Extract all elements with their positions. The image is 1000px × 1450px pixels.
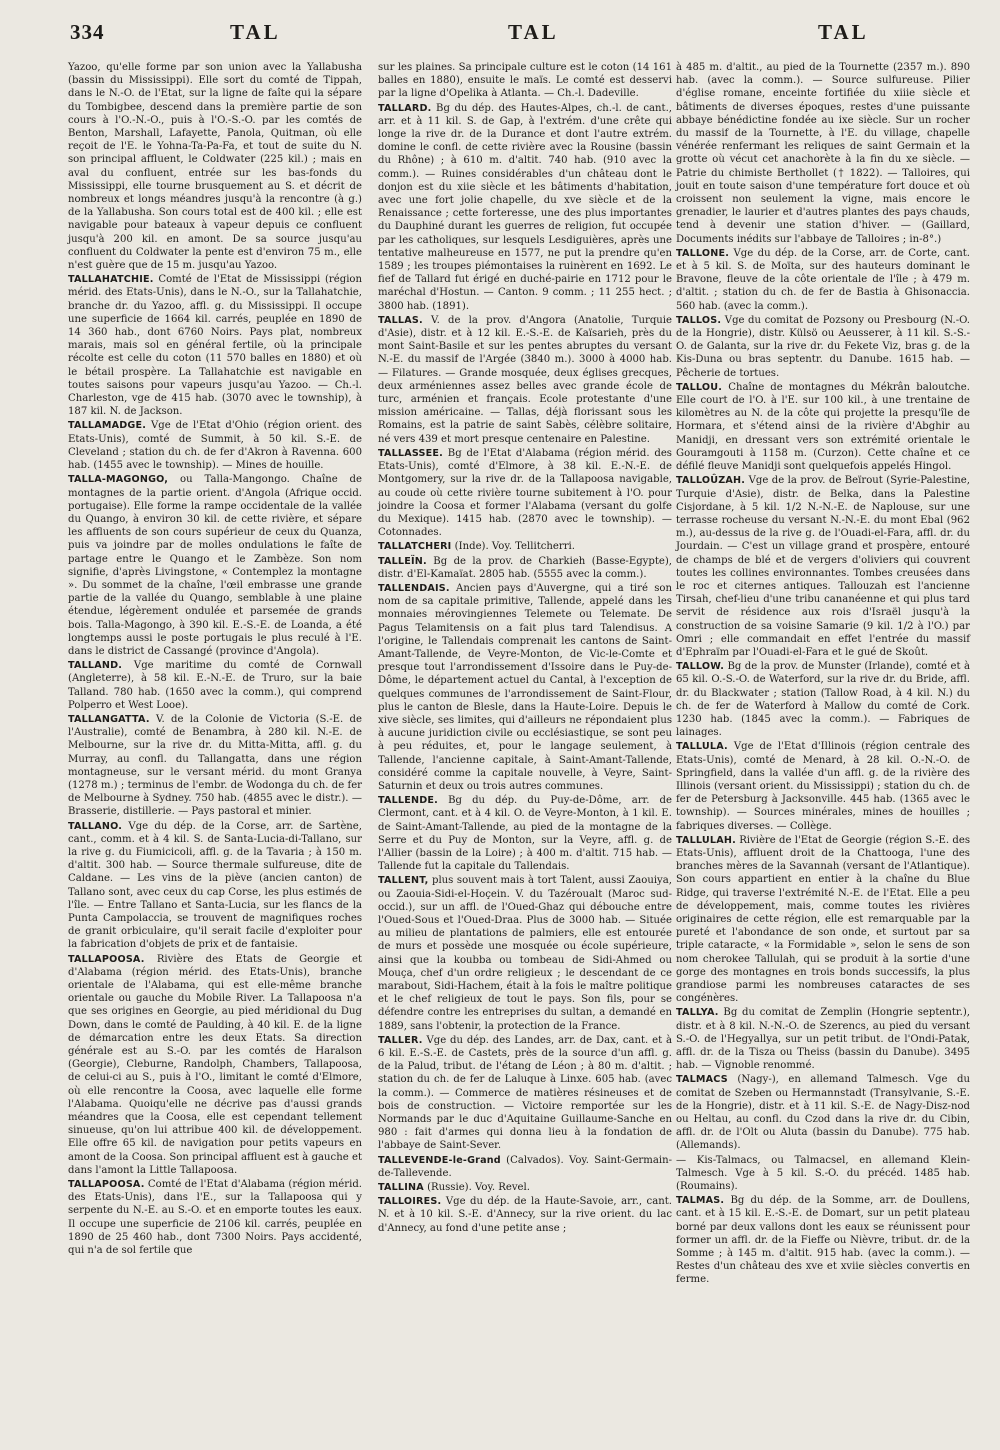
entry-text: Bg de la prov. de Charkieh (Basse-Egypte), distr. d'El-Kamaïat. 2805 hab. (5555 avec la comm.). [378, 555, 672, 580]
entry-headword: TALMAS. [676, 1195, 725, 1207]
dictionary-entry [68, 1178, 362, 1257]
entry-text: — Kis-Talmacs, ou Talmacsel, en allemand Klein-Talmesch. Vge à 5 kil. S.-O. du précéd. 1485 hab. (Roumains). [676, 1154, 970, 1193]
dictionary-entry [68, 419, 362, 472]
dictionary-entry [676, 834, 970, 1006]
running-head-center: TAL [508, 20, 559, 44]
dictionary-entry [676, 1154, 970, 1194]
entry-text: Vge maritime du comté de Cornwall (Angleterre), à 58 kil. E.-N.-E. de Truro, sur la baie Talland. 780 hab. (1650 avec la comm.), qui comprend Polperro et West Looe). [68, 660, 362, 711]
dictionary-entry [676, 660, 970, 739]
entry-headword: TALLULA. [676, 741, 728, 753]
entry-text: Bg du dép. du Puy-de-Dôme, arr. de Clermont, cant. et à 4 kil. O. de Veyre-Monton, à 1 kil. E. de Saint-Amant-Tallende, au pied de la montagne de la Serre et du Puy de Monton, sur la Veyre, affl. g. de l'Allier (bassin de la Loire) ; à 400 m. d'altit. 715 hab. — Tallende fut la capitale du Tallendais. [378, 795, 672, 873]
dictionary-entry [378, 1034, 672, 1153]
dictionary-entry [676, 474, 970, 659]
dictionary-entry [676, 1073, 970, 1152]
column-3 [676, 60, 970, 1287]
entry-text: Rivière de l'Etat de Georgie (région S.-E. des Etats-Unis), affluent droit de la Chattooga, l'une des branches mères de la Savannah (versant de l'Atlantique). Son cours appartient en entier à la chaîne du Blue Ridge, qui traverse l'extrémité N.-E. de l'Etat. Elle a peu de développement, mais, comme toutes les rivières originaires de cette région, elle est remarquable par la pureté et l'abondance de son onde, et surtout par sa triple cataracte, « la Formidable », selon le sens de son nom cherokee Tallulah, qui se produit à la sortie d'une gorge des montagnes en trois bonds successifs, la plus grandiose parmi les nombreuses cataractes de ses congénères. [676, 834, 970, 1005]
entry-text: Vge de l'Etat d'Illinois (région centrale des Etats-Unis), comté de Menard, à 28 kil. O.-N.-O. de Springfield, dans la vallée d'un affl. g. de la rivière des Illinois (versant orient. du Mississippi) ; station du ch. de fer de Petersburg à Jacksonville. 445 hab. (1365 avec le township). — Sources minérales, mines de houilles ; fabriques diverses. — Collège. [676, 741, 970, 832]
dictionary-entry [378, 555, 672, 581]
entry-headword: TALLAPOOSA. [68, 1179, 145, 1191]
entry-text: Bg de l'Etat d'Alabama (région mérid. des Etats-Unis), comté d'Elmore, à 38 kil. E.-N.-E. de Montgomery, sur la rive dr. de la Tallapoosa navigable, au coude où cette rivière tourne subitement à l'O. pour joindre la Coosa et former l'Alabama (versant du golfe du Mexique). 1415 hab. (2870 avec le township). — Cotonnades. [378, 447, 672, 539]
entry-text: Vge du comitat de Pozsony ou Presbourg (N.-O. de la Hongrie), distr. Külsö ou Aeusserer, à 11 kil. S.-S.-O. de Galanta, sur la rive dr. du Fekete Viz, bras g. de la Kis-Duna ou bras septentr. du Danube. 1615 hab. — Pêcherie de tortues. [676, 314, 970, 379]
entry-headword: TALLOÛZAH. [676, 475, 746, 487]
dictionary-entry [378, 794, 672, 873]
column-2 [378, 60, 672, 1235]
dictionary-entry [676, 381, 970, 473]
dictionary-entry [676, 247, 970, 313]
entry-headword: TALLOS. [676, 314, 722, 326]
entry-text: Rivière des Etats de Georgie et d'Alabama (région mérid. des Etats-Unis), branche orientale de l'Alabama, qui est elle-même branche orientale ou gauche du Mobile River. La Tallapoosa n'a que ses origines en Georgie, au pied méridional du Dug Down, dans le comté de Paulding, à 40 kil. E. de la ligne de démarcation entre les deux Etats. Sa direction générale est au S.-O. par les comtés de Haralson (Georgie), Cleburne, Randolph, Chambers, Tallapoosa, de celui-ci au S., puis à l'O., limitant le comté d'Elmore, où elle rencontre la Coosa, avec laquelle elle forme l'Alabama. Quoiqu'elle ne décrive pas d'aussi grands méandres que la Coosa, elle est cependant tellement sinueuse, qu'on lui attribue 400 kil. de développement. Elle offre 65 kil. de navigation pour petits vapeurs en amont de la Coosa. Son principal affluent est à gauche et dans l'amont la Little Tallapoosa. [68, 953, 362, 1176]
dictionary-entry [68, 61, 362, 272]
entry-text: Bg du comitat de Zemplin (Hongrie septentr.), distr. et à 8 kil. N.-N.-O. de Szerencs, au pied du versant S.-O. de l'Hegyallya, sur un petit tribut. de l'Ondi-Patak, affl. dr. de la Tisza ou Theiss (bassin du Danube). 3495 hab. — Vignoble renommé. [676, 1007, 970, 1072]
running-head-left: TAL [230, 20, 281, 44]
dictionary-entry [676, 1006, 970, 1072]
entry-headword: TALLEÏN. [378, 555, 427, 567]
entry-headword: TALLULAH. [676, 834, 736, 846]
entry-text: (Inde). Voy. Tellitcherri. [451, 541, 575, 553]
column-1 [68, 60, 362, 1257]
entry-headword: TALLENDAIS. [378, 582, 450, 594]
entry-headword: TALLANGATTA. [68, 713, 150, 725]
entry-headword: TALLATCHERI [378, 541, 452, 553]
dictionary-entry [378, 447, 672, 539]
entry-headword: TALLENDE. [378, 795, 438, 807]
dictionary-entry [68, 820, 362, 952]
entry-headword: TALLARD. [378, 102, 432, 114]
entry-text: (Nagy-), en allemand Talmesch. Vge du comitat de Szeben ou Hermannstadt (Transylvanie, S.-E. de la Hongrie), distr. et à 11 kil. S.-E. de Nagy-Disz-nod ou Heltau, au confl. du Czod dans la rive dr. du Cibin, affl. dr. de l'Olt ou Aluta (bassin du Danube). 775 hab. (Allemands). [676, 1074, 970, 1152]
entry-text: Bg du dép. de la Somme, arr. de Doullens, cant. et à 15 kil. E.-S.-E. de Domart, sur un petit plateau borné par deux vallons dont les eaux se réunissent pour former un affl. dr. de la Fieffe ou Nièvre, tribut. dr. de la Somme ; à 145 m. d'altit. 915 hab. (avec la comm.). — Restes d'un château des xve et xviie siècles convertis en ferme. [676, 1195, 970, 1286]
entry-text: Vge de la prov. de Beïrout (Syrie-Palestine, Turquie d'Asie), distr. de Belka, dans la Palestine Cisjordane, à 5 kil. 1/2 N.-N.-E. de Naplouse, sur une terrasse rocheuse du versant N.-N.-E. du mont Ebal (962 m.), au-dessus de la rive g. de l'Ouadi-el-Fara, affl. dr. du Jourdain. — C'est un village grand et prospère, entouré de champs de blé et de vergers d'oliviers qui couvrent toutes les collines environnantes. Tombes creusées dans le roc et citernes antiques. Tallouzah est l'ancienne Tirsah, chef-lieu d'une tribu cananéenne et qui plus tard servit de résidence aux rois d'Israël jusqu'à la construction de sa voisine Samarie (9 kil. 1/2 à l'O.) par Omri ; elle commandait en effet l'entrée du massif d'Ephraïm par l'Ouadi-el-Fara et le gué de Skoût. [676, 475, 970, 658]
entry-text: Vge du dép. de la Corse, arr. de Sartène, cant., comm. et à 4 kil. S. de Santa-Lucia-di-Tallano, sur la rive g. du Fiumicicoli, affl. g. de la Tavaria ; à 150 m. d'altit. 300 hab. — Source thermale sulfureuse, dite de Caldane. — Les vins de la piève (ancien canton) de Tallano sont, avec ceux du cap Corse, les plus estimés de l'île. — Entre Tallano et Santa-Lucia, sur les flancs de la Punta Campolaccia, se trouvent de magnifiques roches de granit orbiculaire, qu'il serait facile d'exploiter pour la fabrication d'objets de prix et de fantaisie. [68, 820, 362, 951]
entry-text: (Calvados). Voy. Saint-Germain-de-Tallevende. [378, 1154, 672, 1179]
entry-text: Chaîne de montagnes du Mékrân baloutche. Elle court de l'O. à l'E. sur 100 kil., à une trentaine de kilomètres au N. de la côte qui projette la presqu'île de Hormara, et s'étend ainsi de la rivière d'Abghir au Manidji, en dressant vers son extrémité orientale le Gouramgouti à 1158 m. (Curzon). Cette chaîne et ce défilé fleuve Manidji sont quelquefois appelés Hingol. [676, 381, 970, 473]
running-head-right: TAL [818, 20, 869, 44]
entry-headword: TALLAPOOSA. [68, 953, 145, 965]
entry-headword: TALLENT, [378, 875, 429, 887]
dictionary-entry [378, 582, 672, 793]
dictionary-entry [68, 713, 362, 819]
dictionary-entry [676, 1194, 970, 1286]
entry-headword: TALLOIRES. [378, 1196, 442, 1208]
entry-headword: TALLAS. [378, 314, 423, 326]
dictionary-entry [68, 953, 362, 1177]
dictionary-entry [68, 659, 362, 712]
dictionary-entry [378, 1195, 672, 1235]
dictionary-entry [378, 540, 672, 553]
dictionary-entry [676, 314, 970, 380]
entry-headword: TALLOU. [676, 381, 723, 393]
entry-text: Vge de l'Etat d'Ohio (région orient. des Etats-Unis), comté de Summit, à 50 kil. S.-E. de Cleveland ; station du ch. de fer d'Akron à Ravenna. 600 hab. (1455 avec le township). — Mines de houille. [68, 420, 362, 472]
entry-text: à 485 m. d'altit., au pied de la Tournette (2357 m.). 890 hab. (avec la comm.). — Source sulfureuse. Pilier d'église romane, enceinte fortifiée du xiiie siècle et bâtiments de diverses époques, restes d'une puissante abbaye bénédictine fondée au ixe siècle. Sur un rocher du massif de la Tournette, à l'E. du village, chapelle vénérée renfermant les reliques de saint Germain et la grotte où vécut cet anachorète à la fin du xe siècle. — Patrie du chimiste Berthollet († 1822). — Talloires, qui jouit en toute saison d'une température fort douce et où croissent non seulement la vigne, mais encore le grenadier, le laurier et d'autres plantes des pays chauds, tend à devenir une station d'hiver. — (Gaillard, Documents inédits sur l'abbaye de Talloires ; in-8°.) [676, 62, 970, 245]
entry-text: Ancien pays d'Auvergne, qui a tiré son nom de sa capitale primitive, Tallende, appelé dans les monnaies mérovingiennes Telemete ou Telemate. De Pagus Telamitensis on a fait plus tard Talendisus. A l'origine, le Tallendais comprenait les cantons de Saint-Amant-Tallende, de Veyre-Monton, de Vic-le-Comte et presque tout l'arrondissement d'Issoire dans le Puy-de-Dôme, le département actuel du Cantal, à l'exception de quelques communes de l'arrondissement de Saint-Flour, plus le canton de Blesle, dans la Haute-Loire. Depuis le xive siècle, ses limites, qui d'ailleurs ne répondaient plus à aucune juridiction civile ou ecclésiastique, se sont peu à peu réduites, et, pour le langage seulement, à Tallende, l'ancienne capitale, à Saint-Amant-Tallende, considéré comme la capitale nouvelle, à Veyre, Saint-Saturnin et deux ou trois autres communes. [378, 582, 672, 792]
entry-headword: TALLEVENDE-le-Grand [378, 1154, 501, 1166]
entry-text: plus souvent mais à tort Talent, aussi Zaouiya, ou Zaouia-Sidi-el-Hoçein. V. du Tazéroualt (Maroc sud-occid.), sur un affl. de l'Oued-Ghaz qui débouche entre l'Oued-Sous et l'Oued-Draa. Plus de 3000 hab. — Située au milieu de plantations de palmiers, elle est entourée de murs et possède une mosquée ou école supérieure, ainsi que la koubba ou tombeau de Sidi-Ahmed ou Mouça, chef d'un ordre religieux ; le descendant de ce marabout, Sidi-Hachem, était à la fois le maître politique et le chef religieux de tout le pays. Son fils, pour se défendre contre les entreprises du sultan, a demandé en 1889, sans l'obtenir, la protection de la France. [378, 875, 672, 1032]
entry-headword: TALLASSEE. [378, 447, 444, 459]
dictionary-entry [676, 740, 970, 832]
dictionary-entry [68, 273, 362, 418]
dictionary-entry [378, 314, 672, 446]
entry-headword: TALLYA. [676, 1007, 719, 1019]
entry-text: V. de la Colonie de Victoria (S.-E. de l'Australie), comté de Benambra, à 280 kil. N.-E. de Melbourne, sur la rive dr. du Mitta-Mitta, affl. g. du Murray, au confl. du Tallangatta, dans une région montagneuse, sur le versant mérid. du mont Granya (1278 m.) ; terminus de l'embr. de Wodonga du ch. de fer de Melbourne à Sydney. 750 hab. (4855 avec le distr.). — Brasserie, distillerie. — Pays pastoral et minier. [68, 713, 362, 818]
entry-headword: TALLER. [378, 1034, 423, 1046]
entry-text: (Russie). Voy. Revel. [423, 1182, 530, 1194]
dictionary-entry [378, 1154, 672, 1180]
entry-headword: TALLAND. [68, 660, 123, 672]
dictionary-entry [676, 61, 970, 246]
entry-headword: TALLOW. [676, 661, 725, 673]
entry-text: ou Talla-Mangongo. Chaîne de montagnes de la partie orient. d'Angola (Afrique occid. portugaise). Elle forme la rampe occidentale de la vallée du Quango, à environ 30 kil. de cette rivière, et sépare les affluents de son cours supérieur de ceux du Quanza, puis va joindre par de molles ondulations le faîte de partage entre le Quango et le Zambèze. Son nom signifie, d'après Livingstone, « Contemplez la montagne ». Du sommet de la chaîne, l'œil embrasse une grande partie de la vallée du Quango, semblable à une plaine étendue, légèrement ondulée et parsemée de grands bois. Talla-Magongo, à 390 kil. E.-S.-E. de Loanda, a été longtemps aussi le poste portugais le plus reculé à l'E. dans le district de Cassangé (province d'Angola). [68, 474, 362, 657]
entry-headword: TALLA-MAGONGO, [68, 474, 169, 486]
dictionary-entry [378, 874, 672, 1032]
entry-text: Yazoo, qu'elle forme par son union avec la Yallabusha (bassin du Mississippi). Elle sort du comté de Tippah, dans le N.-O. de l'Etat, sur la ligne de faîte qui la sépare du Tombigbee, descend dans la première partie de son cours à l'O.-N.-O., puis à l'O.-S.-O. par les comtés de Benton, Marshall, Lafayette, Panola, Quitman, où elle reçoit de l'E. le Yohna-Ta-Pa-Fa, et tout de suite du N. son principal affluent, le Coldwater (225 kil.) ; mais en aval du confluent, entrée sur les bas-fonds du Mississippi, elle tourne brusquement au S. et décrit de nombreux et longs méandres jusqu'à la rencontre (à g.) de la Yallabusha. Son cours total est de 400 kil. ; elle est navigable pour bateaux à vapeur depuis ce confluent jusqu'à 200 kil. en amont. De sa source jusqu'au confluent du Coldwater la pente est d'environ 75 m., elle n'est guère que de 15 m. jusqu'au Yazoo. [68, 62, 362, 272]
dictionary-entry [378, 102, 672, 313]
entry-headword: TALLAHATCHIE. [68, 274, 154, 286]
dictionary-entry [68, 473, 362, 658]
entry-text: Bg de la prov. de Munster (Irlande), comté et à 65 kil. O.-S.-O. de Waterford, sur la rive dr. du Bride, affl. dr. du Blackwater ; station (Tallow Road, à 4 kil. N.) du ch. de fer de Waterford à Mallow du comté de Cork. 1230 hab. (1845 avec la comm.). — Fabriques de lainages. [676, 661, 970, 739]
entry-headword: TALLANO. [68, 820, 123, 832]
entry-text: Comté de l'Etat d'Alabama (région mérid. des Etats-Unis), dans l'E., sur la Tallapoosa qui y serpente du N.-E. au S.-O. et en emporte toutes les eaux. Il occupe une superficie de 2106 kil. carrés, peuplée en 1890 de 25 460 hab., dont 7300 Noirs. Pays accidenté, qui n'a de sol fertile que [68, 1179, 362, 1257]
entry-text: V. de la prov. d'Angora (Anatolie, Turquie d'Asie), distr. et à 12 kil. E.-S.-E. de Kaïsarieh, près du mont Saint-Basile et sur les pentes abruptes du versant N.-E. du massif de l'Argée (3840 m.). 3000 à 4000 hab. — Filatures. — Grande mosquée, deux églises grecques, deux arméniennes assez belles avec grande école de turc, arménien et français. Ecole protestante d'une mission américaine. — Tallas, déjà florissant sous les Romains, est la patrie de saint Sabès, célèbre solitaire, né vers 439 et mort presque centenaire en Palestine. [378, 314, 672, 445]
entry-text: Vge du dép. de la Haute-Savoie, arr., cant. N. et à 10 kil. S.-E. d'Annecy, sur la rive orient. du lac d'Annecy, au fond d'une petite anse ; [378, 1196, 672, 1234]
entry-headword: TALMACS [676, 1074, 728, 1086]
dictionary-entry [378, 61, 672, 101]
entry-text: Vge du dép. de la Corse, arr. de Corte, cant. et à 5 kil. S. de Moïta, sur des hauteurs dominant le Bravone, fleuve de la côte orientale de l'île ; à 479 m. d'altit. ; station du ch. de fer de Bastia à Ghisonaccia. 560 hab. (avec la comm.). [676, 247, 970, 312]
entry-headword: TALLAMADGE. [68, 420, 147, 432]
page-number: 334 [70, 20, 105, 44]
entry-text: Bg du dép. des Hautes-Alpes, ch.-l. de cant., arr. et à 11 kil. S. de Gap, à l'extrém. d'une crête qui longe la rive dr. de la Durance et dont l'autre extrém. domine le confl. de cette rivière avec la Rousine (bassin du Rhône) ; à 610 m. d'altit. 740 hab. (910 avec la comm.). — Ruines considérables d'un château dont le donjon est du xiie siècle et les bâtiments d'habitation, avec une fort jolie chapelle, du xve siècle et de la Renaissance ; cette forteresse, une des plus importantes du Dauphiné durant les guerres de religion, fut occupée par les catholiques, sur lesquels Lesdiguières, après une tentative malheureuse en 1577, ne put la prendre qu'en 1589 ; les troupes piémontaises la ruinèrent en 1692. Le fief de Tallard fut érigé en duché-pairie en 1712 pour le maréchal d'Hostun. — Canton. 9 comm. ; 11 255 hect. ; 3800 hab. (1891). [378, 102, 672, 312]
dictionary-entry [378, 1181, 672, 1194]
entry-text: Vge du dép. des Landes, arr. de Dax, cant. et à 6 kil. E.-S.-E. de Castets, près de la source d'un affl. g. de la Palud, tribut. de l'étang de Léon ; à 80 m. d'altit. ; station du ch. de fer de Laluque à Linxe. 605 hab. (avec la comm.). — Commerce de matières résineuses et de bois de construction. — Victoire remportée sur les Normands par le duc d'Aquitaine Guillaume-Sanche en 980 : fait d'armes qui donna lieu à la fondation de l'abbaye de Saint-Sever. [378, 1034, 672, 1152]
entry-headword: TALLONE. [676, 247, 730, 259]
entry-text: sur les plaines. Sa principale culture est le coton (14 161 balles en 1880), ensuite le maïs. Le comté est desservi par la ligne d'Opelika à Atlanta. — Ch.-l. Dadeville. [378, 62, 672, 100]
entry-headword: TALLINA [378, 1182, 424, 1194]
entry-text: Comté de l'Etat de Mississippi (région mérid. des Etats-Unis), dans le N.-O., sur la Tallahatchie, branche dr. du Yazoo, affl. g. du Mississippi. Il occupe une superficie de 1664 kil. carrés, peuplée en 1890 de 14 360 hab., dont 6760 Noirs. Pays plat, nombreux marais, mais sol en général fertile, où la principale récolte est celle du coton (11 570 balles en 1880) et où le bétail prospère. La Tallahatchie est navigable en toutes saisons pour vapeurs jusqu'au Yazoo. — Ch.-l. Charleston, vge de 415 hab. (3070 avec le township), à 187 kil. N. de Jackson. [68, 274, 362, 418]
